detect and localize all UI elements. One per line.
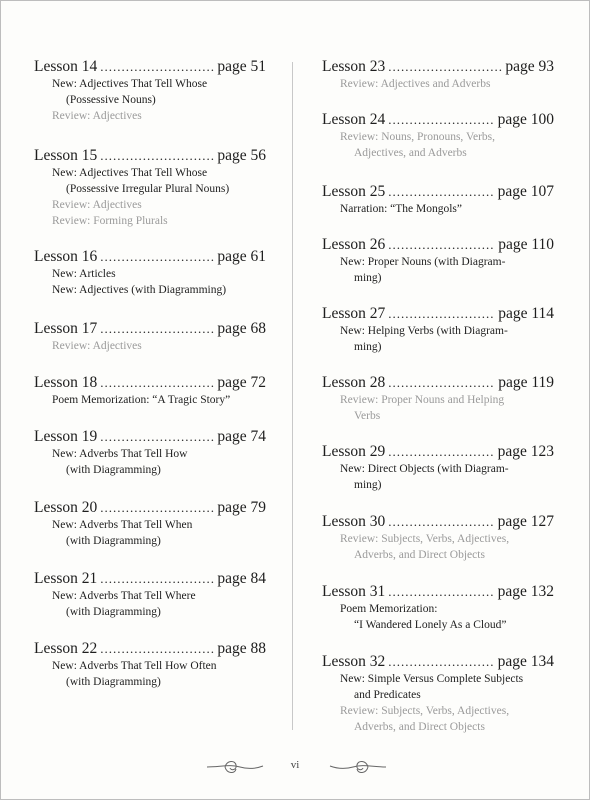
dot-leader [100,639,214,658]
dot-leader [100,569,214,588]
dot-leader [100,498,214,517]
toc-entry [34,319,266,354]
toc-entry [34,639,266,690]
toc-entry [322,304,554,355]
lesson-topic: (with Diagramming) [66,676,161,688]
toc-entry-heading [34,57,266,76]
toc-entry [322,110,554,161]
dot-leader [388,442,494,461]
lesson-page-number: page 56 [217,147,266,164]
toc-entry-heading [34,247,266,266]
lesson-title: Lesson 17 [34,320,98,337]
dot-leader [100,57,214,76]
toc-entry [322,512,554,563]
lesson-page-number: page 93 [505,58,554,75]
dot-leader [388,57,502,76]
dot-leader [100,427,214,446]
toc-entry-heading [322,582,554,601]
lesson-topic: ming) [354,341,382,353]
lesson-page-number: page 79 [217,499,266,516]
lesson-title: Lesson 32 [322,653,386,670]
lesson-topic: New: Direct Objects (with Diagram- [340,463,509,475]
lesson-topic: New: Simple Versus Complete Subjects [340,673,524,685]
lesson-title: Lesson 15 [34,147,98,164]
lesson-page-number: page 119 [498,374,554,391]
lesson-topic: (Possessive Irregular Plural Nouns) [66,183,230,195]
lesson-page-number: page 123 [497,443,554,460]
toc-entry-heading [34,427,266,446]
toc-entry [322,442,554,493]
review-topic: Adjectives, and Adverbs [354,147,467,159]
toc-entry [34,57,266,124]
toc-entry [34,146,266,229]
lesson-title: Lesson 26 [322,236,386,253]
toc-entry-heading [322,110,554,129]
dot-leader [388,235,495,254]
toc-entry-heading [322,373,554,392]
toc-entry-heading [34,146,266,165]
dot-leader [388,182,494,201]
toc-entry-heading [322,57,554,76]
review-topic: Review: Forming Plurals [52,215,168,227]
lesson-topic: New: Adverbs That Tell When [52,519,193,531]
lesson-page-number: page 127 [497,513,554,530]
dot-leader [388,582,494,601]
lesson-topic: New: Proper Nouns (with Diagram- [340,256,506,268]
lesson-topic: Poem Memorization: [340,603,438,615]
lesson-topic: ming) [354,479,382,491]
lesson-title: Lesson 31 [322,583,386,600]
review-topic: Review: Adjectives [52,110,142,122]
toc-entry-heading [34,639,266,658]
toc-entry-heading [322,442,554,461]
lesson-topic: “I Wandered Lonely As a Cloud” [354,619,507,631]
lesson-topic: (Possessive Nouns) [66,94,156,106]
lesson-topic: Narration: “The Mongols” [340,203,462,215]
toc-entry [322,57,554,92]
toc-entry [322,652,554,735]
review-topic: Review: Proper Nouns and Helping [340,394,505,406]
lesson-title: Lesson 16 [34,248,98,265]
toc-entry [322,182,554,217]
toc-entry [322,235,554,286]
lesson-topic: New: Adjectives That Tell Whose [52,78,208,90]
review-topic: Adverbs, and Direct Objects [354,549,485,561]
dot-leader [388,652,494,671]
lesson-topic: New: Helping Verbs (with Diagram- [340,325,508,337]
toc-entry-heading [322,512,554,531]
toc-entry-heading [322,304,554,323]
dot-leader [100,146,214,165]
lesson-topic: New: Adverbs That Tell How [52,448,188,460]
lesson-title: Lesson 29 [322,443,386,460]
toc-entry [34,569,266,620]
review-topic: Review: Nouns, Pronouns, Verbs, [340,131,496,143]
toc-entry [322,582,554,633]
toc-entry-heading [322,652,554,671]
dot-leader [100,319,214,338]
toc-entry-heading [34,373,266,392]
lesson-topic: New: Adjectives That Tell Whose [52,167,208,179]
lesson-page-number: page 84 [217,570,266,587]
lesson-page-number: page 72 [217,374,266,391]
lesson-topic: (with Diagramming) [66,606,161,618]
page-number: vi [290,759,300,771]
column-divider [292,62,293,730]
review-topic: Review: Subjects, Verbs, Adjectives, [340,705,510,717]
lesson-page-number: page 100 [497,111,554,128]
toc-entry [322,373,554,424]
lesson-title: Lesson 28 [322,374,386,391]
toc-entry-heading [34,319,266,338]
toc-entry-heading [34,498,266,517]
lesson-topic: ming) [354,272,382,284]
lesson-title: Lesson 14 [34,58,98,75]
lesson-page-number: page 132 [497,583,554,600]
lesson-topic: New: Adverbs That Tell How Often [52,660,217,672]
toc-entry [34,247,266,298]
lesson-topic: (with Diagramming) [66,535,161,547]
lesson-title: Lesson 20 [34,499,98,516]
lesson-title: Lesson 30 [322,513,386,530]
review-topic: Review: Adjectives [52,199,142,211]
lesson-topic: and Predicates [354,689,421,701]
dot-leader [100,247,214,266]
lesson-page-number: page 107 [497,183,554,200]
lesson-topic: Poem Memorization: “A Tragic Story” [52,394,231,406]
lesson-topic: New: Adjectives (with Diagramming) [52,284,227,296]
lesson-title: Lesson 24 [322,111,386,128]
review-topic: Review: Adjectives [52,340,142,352]
lesson-page-number: page 68 [217,320,266,337]
lesson-page-number: page 134 [497,653,554,670]
review-topic: Adverbs, and Direct Objects [354,721,485,733]
toc-entry [34,498,266,549]
lesson-title: Lesson 25 [322,183,386,200]
lesson-topic: (with Diagramming) [66,464,161,476]
toc-entry-heading [322,182,554,201]
toc-entry [34,427,266,478]
dot-leader [388,512,494,531]
lesson-title: Lesson 27 [322,305,386,322]
review-topic: Review: Subjects, Verbs, Adjectives, [340,533,510,545]
dot-leader [388,304,495,323]
toc-entry-heading [34,569,266,588]
lesson-title: Lesson 21 [34,570,98,587]
lesson-topic: New: Adverbs That Tell Where [52,590,196,602]
lesson-topic: New: Articles [52,268,116,280]
lesson-page-number: page 110 [498,236,554,253]
dot-leader [100,373,214,392]
review-topic: Verbs [354,410,381,422]
dot-leader [388,110,494,129]
toc-entry-heading [322,235,554,254]
lesson-title: Lesson 18 [34,374,98,391]
lesson-page-number: page 61 [217,248,266,265]
review-topic: Review: Adjectives and Adverbs [340,78,491,90]
lesson-page-number: page 88 [217,640,266,657]
lesson-page-number: page 51 [217,58,266,75]
lesson-page-number: page 114 [498,305,554,322]
lesson-title: Lesson 19 [34,428,98,445]
lesson-title: Lesson 23 [322,58,386,75]
dot-leader [388,373,495,392]
toc-entry [34,373,266,408]
lesson-title: Lesson 22 [34,640,98,657]
lesson-page-number: page 74 [217,428,266,445]
